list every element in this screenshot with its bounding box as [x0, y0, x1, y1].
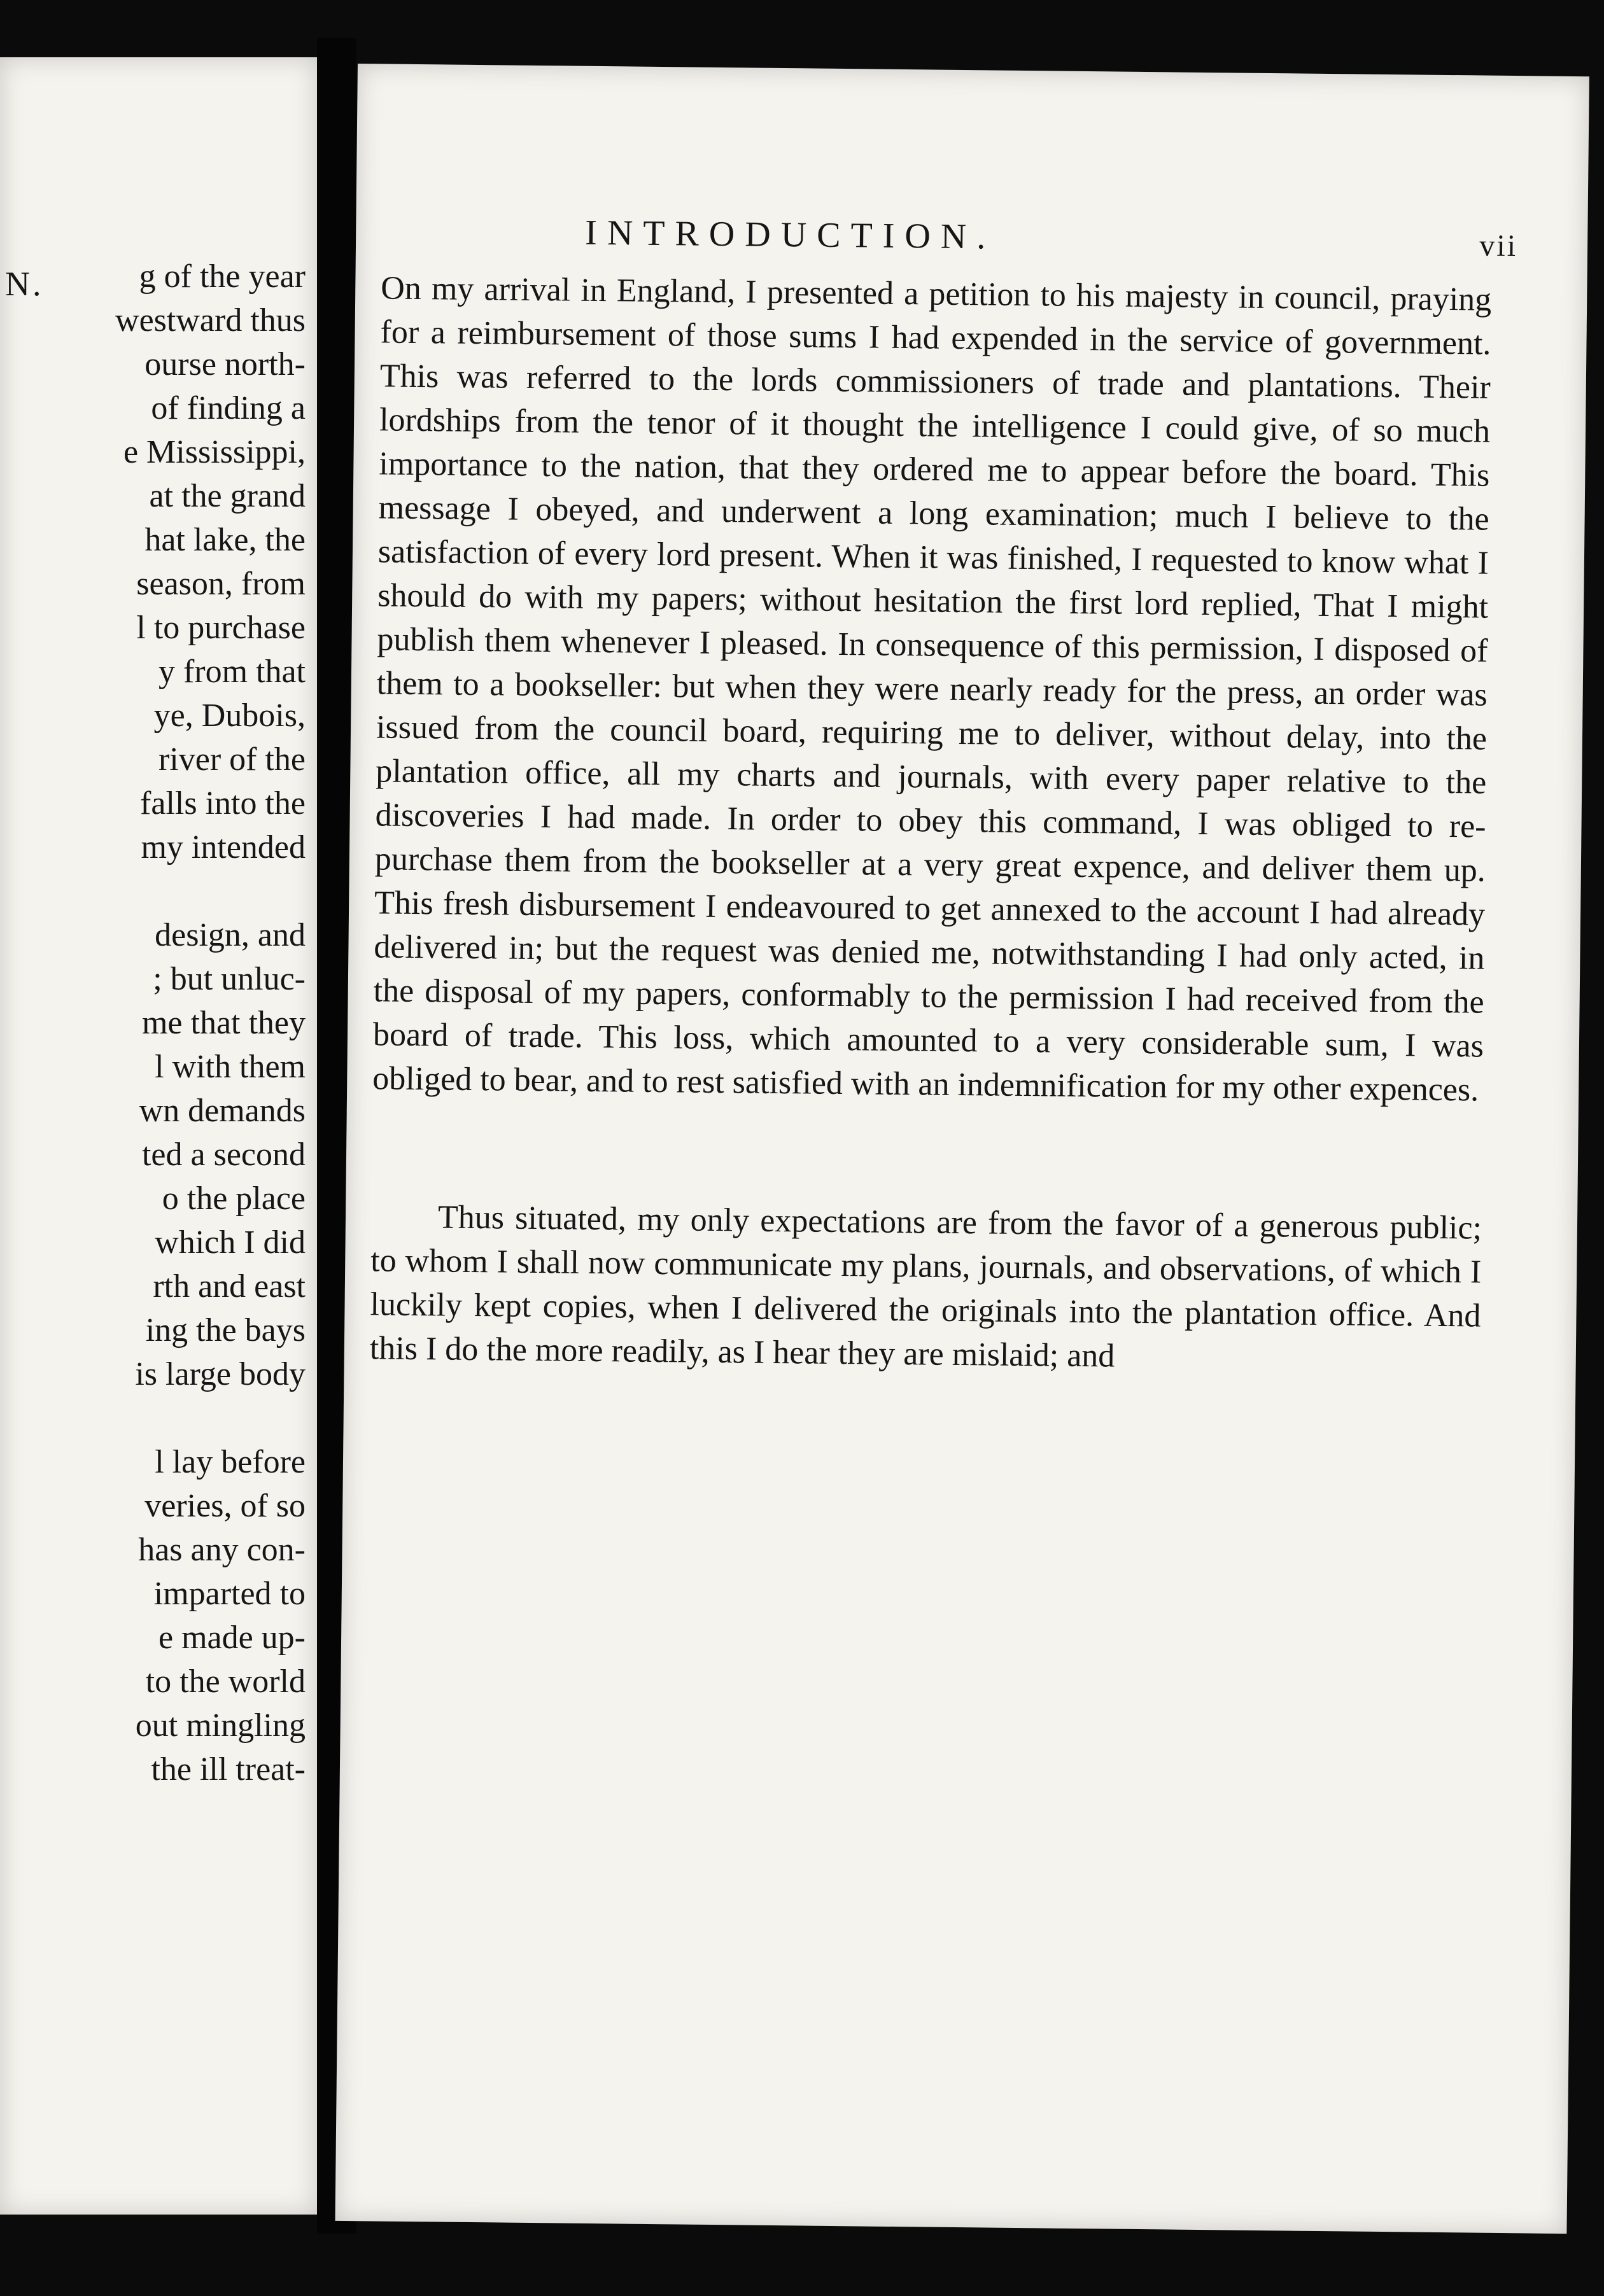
- left-page-line: e Mississippi,: [123, 434, 306, 470]
- paragraph: On my arrival in England, I presented a petition to his majesty in council, praying for a reimbursement of those sums I had expended in the service of government. This was referred to the lords commissioners of trade and plantations. Their lordships from the tenor of it thought the intelligence I could give, of so much importance to the nation, that they ordered me to appear before the board. This message I obeyed, and underwent a long examination; much I believe to the satisfaction of every lord present. When it was finished, I requested to know what I should do with my papers; without hesitation the first lord replied, That I might publish them whenever I pleased. In consequence of this permission, I disposed of them to a bookseller: but when they were nearly ready for the press, an order was issued from the council board, requiring me to deliver, without delay, into the plantation office, all my charts and journals, with every paper relative to the discoveries I had made. In order to obey this command, I was obliged to re-purchase them from the bookseller at a very great expence, and deliver them up. This fresh disbursement I endeavoured to get annexed to the account I had already delivered in; but the request was denied me, notwithstanding I had only acted, in the disposal of my papers, conformably to the permission I had received from the board of trade. This loss, which amounted to a very considerable sum, I was obliged to bear, and to rest satisfied with an indemnification for my other expences.: [372, 270, 1492, 1109]
- left-page-line: wn demands: [139, 1093, 306, 1129]
- left-page-line: the ill treat-: [151, 1751, 306, 1788]
- left-page-line: to the world: [145, 1663, 306, 1700]
- left-page-line: l to purchase: [136, 610, 306, 646]
- left-page-line: rth and east: [153, 1268, 306, 1305]
- left-page-line: o the place: [162, 1180, 306, 1217]
- left-page-line: ; but unluc-: [153, 961, 306, 997]
- left-page: [0, 57, 320, 2215]
- left-page-line: design, and: [155, 917, 306, 953]
- left-page-line: my intended: [141, 829, 306, 865]
- left-page-text: [0, 255, 306, 1791]
- left-page-line: season, from: [136, 566, 306, 602]
- right-page: [335, 64, 1589, 2234]
- left-page-line: which I did: [155, 1224, 306, 1261]
- left-page-line: at the grand: [149, 478, 306, 514]
- left-page-line: e made up-: [158, 1620, 306, 1656]
- left-page-line: has any con-: [138, 1532, 306, 1568]
- paragraph: Thus situated, my only expectations are from the favor of a generous public; to whom I shall now communicate my plans, journals, and observations, of which I luckily kept copies, when I delivered the originals into the plantation office. And this I do the more readily, as I hear they are mislaid; and: [369, 1199, 1482, 1375]
- left-page-line: y from that: [158, 654, 306, 690]
- left-page-line: ourse north-: [144, 346, 306, 382]
- left-page-line: g of the year: [139, 258, 306, 295]
- left-page-line: westward thus: [115, 302, 306, 339]
- left-page-line: river of the: [158, 741, 306, 778]
- running-head: INTRODUCTION.: [584, 213, 996, 257]
- left-page-line: is large body: [135, 1356, 306, 1392]
- left-page-line: hat lake, the: [144, 522, 306, 558]
- left-page-line: out mingling: [135, 1707, 306, 1744]
- left-page-gap: [0, 1396, 306, 1440]
- left-page-line: l lay before: [155, 1444, 306, 1480]
- left-page-line: l with them: [155, 1049, 306, 1085]
- left-page-line: imparted to: [153, 1576, 306, 1612]
- left-page-line: ye, Dubois,: [153, 697, 306, 734]
- left-page-line: of finding a: [151, 390, 306, 426]
- page-number: vii: [1479, 228, 1518, 263]
- left-page-line: veries, of so: [144, 1488, 306, 1524]
- left-page-line: me that they: [141, 1005, 306, 1041]
- left-page-line: falls into the: [140, 785, 306, 822]
- left-page-heading-fragment: N.: [5, 265, 44, 303]
- left-page-gap: [0, 869, 306, 913]
- left-page-line: ing the bays: [145, 1312, 306, 1348]
- left-page-line: ted a second: [141, 1137, 306, 1173]
- body-text: [369, 266, 1491, 1382]
